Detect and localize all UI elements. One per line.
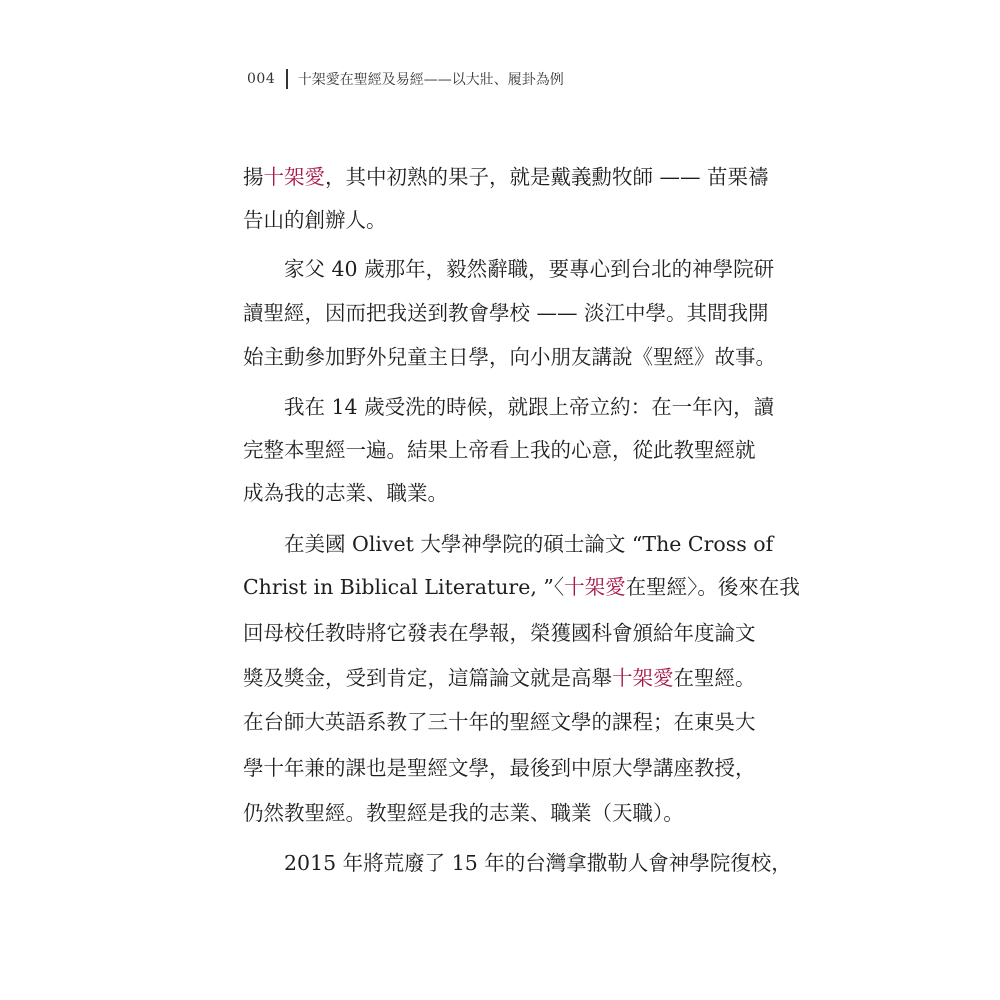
text-line <box>243 570 800 604</box>
text-line: 告山的創辦人。 <box>243 208 387 232</box>
text-line <box>243 661 756 695</box>
text-span: 獎及獎金，受到肯定，這篇論文就是高舉 <box>243 666 612 690</box>
text-span: 在聖經〉。後來在我 <box>625 575 800 599</box>
header-divider <box>286 69 288 89</box>
text-span: 在聖經。 <box>673 666 756 690</box>
text-line: 在台師大英語系教了三十年的聖經文學的課程；在東吳大 <box>243 710 756 734</box>
paragraph-first-line: 2015 年將荒廢了 15 年的台灣拿撒勒人會神學院復校， <box>284 851 792 875</box>
text-line: 讀聖經，因而把我送到教會學校 —— 淡江中學。其間我開 <box>243 301 769 325</box>
text-line: 始主動參加野外兒童主日學，向小朋友講說《聖經》故事。 <box>243 345 776 369</box>
text-line: 仍然教聖經。教聖經是我的志業、職業（天職）。 <box>243 801 684 825</box>
highlighted-term: 十架愛 <box>263 165 325 189</box>
paragraph-first-line: 家父 40 歲那年，毅然辭職，要專心到台北的神學院研 <box>284 257 775 281</box>
page-number: 004 <box>247 71 276 87</box>
text-span: Christ in Biblical Literature, ”〈 <box>243 575 565 599</box>
paragraph-first-line: 在美國 Olivet 大學神學院的碩士論文 “The Cross of <box>284 532 774 556</box>
text-line: 完整本聖經一遍。結果上帝看上我的心意，從此教聖經就 <box>243 438 756 462</box>
running-header <box>247 66 564 92</box>
highlighted-term: 十架愛 <box>612 666 674 690</box>
text-span: ，其中初熟的果子，就是戴義勳牧師 —— 苗栗禱 <box>325 165 769 189</box>
text-line: 成為我的志業、職業。 <box>243 481 448 505</box>
paragraph-first-line: 我在 14 歲受洗的時候，就跟上帝立約：在一年內，讀 <box>284 395 775 419</box>
text-line <box>243 160 769 194</box>
highlighted-term: 十架愛 <box>564 575 626 599</box>
text-line: 學十年兼的課也是聖經文學，最後到中原大學講座教授， <box>243 756 756 780</box>
text-line: 回母校任教時將它發表在學報，榮獲國科會頒給年度論文 <box>243 621 756 645</box>
text-span: 揚 <box>243 165 264 189</box>
running-title: 十架愛在聖經及易經——以大壯、履卦為例 <box>297 72 564 88</box>
